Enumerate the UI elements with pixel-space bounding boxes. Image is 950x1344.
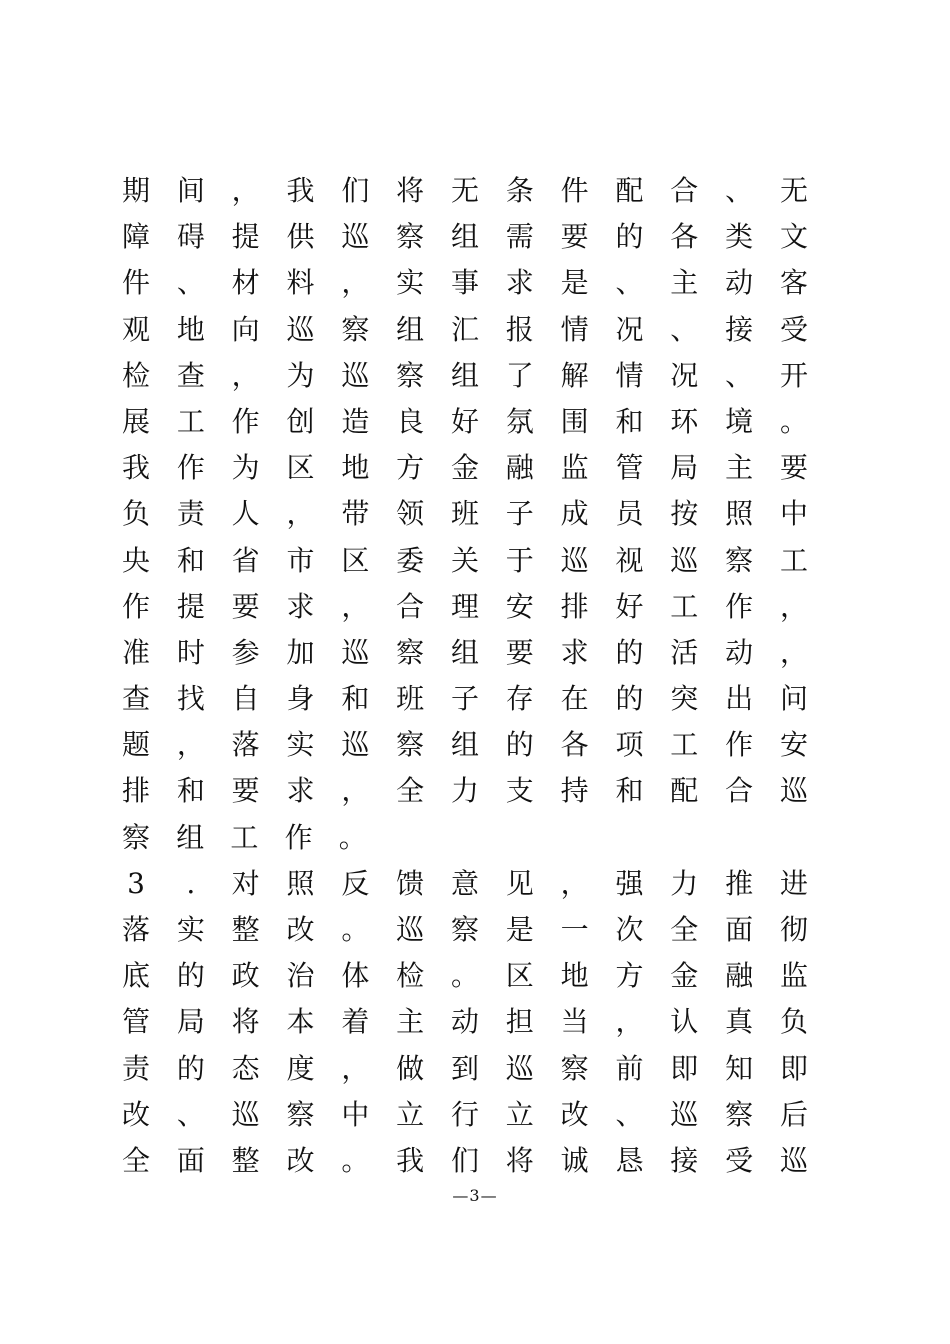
text-line: 责 的 态 度 ， 做 到 巡 察 前 即 知 即: [122, 1051, 808, 1085]
text-line: 查 找 自 身 和 班 子 存 在 的 突 出 问: [122, 682, 808, 716]
text-line: 展 工 作 创 造 良 好 氛 围 和 环 境 。: [122, 404, 808, 438]
text-line: 准 时 参 加 巡 察 组 要 求 的 活 动 ，: [122, 635, 808, 669]
text-line: 我 作 为 区 地 方 金 融 监 管 局 主 要: [122, 451, 808, 485]
text-line: 3 . 对 照 反 馈 意 见 ， 强 力 推 进: [127, 866, 808, 900]
text-line: 件 、 材 料 ， 实 事 求 是 、 主 动 客: [122, 266, 808, 300]
page-number: —3—: [452, 1186, 498, 1205]
text-line: 管 局 将 本 着 主 动 担 当 ， 认 真 负: [122, 1005, 808, 1039]
text-line: 落 实 整 改 。 巡 察 是 一 次 全 面 彻: [122, 913, 808, 946]
text-line: 检 查 ， 为 巡 察 组 了 解 情 况 、 开: [122, 358, 808, 392]
text-line: 排 和 要 求 ， 全 力 支 持 和 配 合 巡: [122, 774, 808, 808]
text-line: 作 提 要 求 ， 合 理 安 排 好 工 作 ，: [122, 589, 808, 623]
text-line: 察 组 工 作 。: [122, 820, 367, 854]
text-line: 障 碍 提 供 巡 察 组 需 要 的 各 类 文: [122, 220, 808, 254]
text-line: 负 责 人 ， 带 领 班 子 成 员 按 照 中: [122, 497, 808, 531]
body-text: [122, 168, 808, 1184]
text-line: 观 地 向 巡 察 组 汇 报 情 况 、 接 受: [122, 312, 808, 346]
text-line: 全 面 整 改 。 我 们 将 诚 恳 接 受 巡: [122, 1143, 808, 1177]
text-line: 底 的 政 治 体 检 。 区 地 方 金 融 监: [122, 959, 808, 993]
text-line: 央 和 省 市 区 委 关 于 巡 视 巡 察 工: [122, 543, 808, 577]
text-line: 期 间 ， 我 们 将 无 条 件 配 合 、 无: [122, 174, 808, 207]
text-line: 改 、 巡 察 中 立 行 立 改 、 巡 察 后: [122, 1097, 808, 1131]
text-line: 题 ， 落 实 巡 察 组 的 各 项 工 作 安: [122, 728, 808, 762]
